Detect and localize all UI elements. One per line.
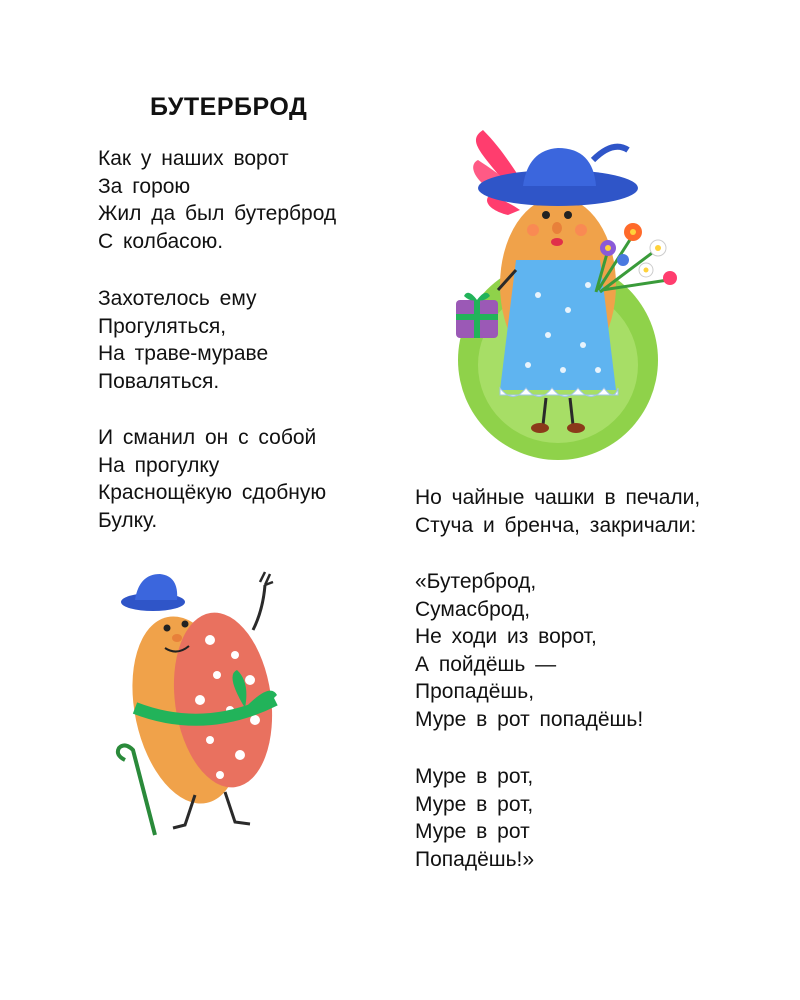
poem-line: Стуча и бренча, закричали: xyxy=(415,513,697,537)
poem-line: Муре в рот, xyxy=(415,765,534,788)
poem-line: Жил да был бутерброд xyxy=(98,202,337,225)
poem-line: Сумасброд, xyxy=(415,597,531,621)
stanza xyxy=(415,568,643,733)
poem-line: Прогуляться, xyxy=(98,314,227,338)
stanza xyxy=(98,285,268,395)
stanza xyxy=(98,424,326,534)
poem-line: Муре в рот попадёшь! xyxy=(415,707,644,731)
poem-line: Пропадёшь, xyxy=(415,680,535,703)
poem-line: Муре в рот xyxy=(415,820,530,843)
poem-line: С колбасою. xyxy=(98,229,224,253)
poem-line: Булку. xyxy=(98,508,158,532)
sandwich-illustration xyxy=(105,560,295,840)
poem-line: Муре в рот, xyxy=(415,792,534,816)
poem-line: Краснощёкую сдобную xyxy=(98,481,327,504)
poem-line: Как у наших ворот xyxy=(98,147,289,170)
stanza xyxy=(415,763,534,873)
poem-line: Попадёшь!» xyxy=(415,847,535,871)
poem-title: БУТЕРБРОД xyxy=(150,93,308,121)
poem-line: Но чайные чашки в печали, xyxy=(415,486,701,509)
poem-line: «Бутерброд, xyxy=(415,570,537,593)
poem-line: Не ходи из ворот, xyxy=(415,625,597,648)
poem-line: А пойдёшь — xyxy=(415,652,557,676)
poem-line: И сманил он с собой xyxy=(98,426,317,449)
poem-line: Поваляться. xyxy=(98,369,220,393)
stanza xyxy=(98,145,336,255)
poem-line: На траве-мураве xyxy=(98,342,269,365)
poem-line: Захотелось ему xyxy=(98,287,257,310)
stanza xyxy=(415,484,700,539)
poem-line: На прогулку xyxy=(98,453,220,477)
poem-line: За горою xyxy=(98,174,191,198)
bun-lady-illustration xyxy=(428,120,708,465)
